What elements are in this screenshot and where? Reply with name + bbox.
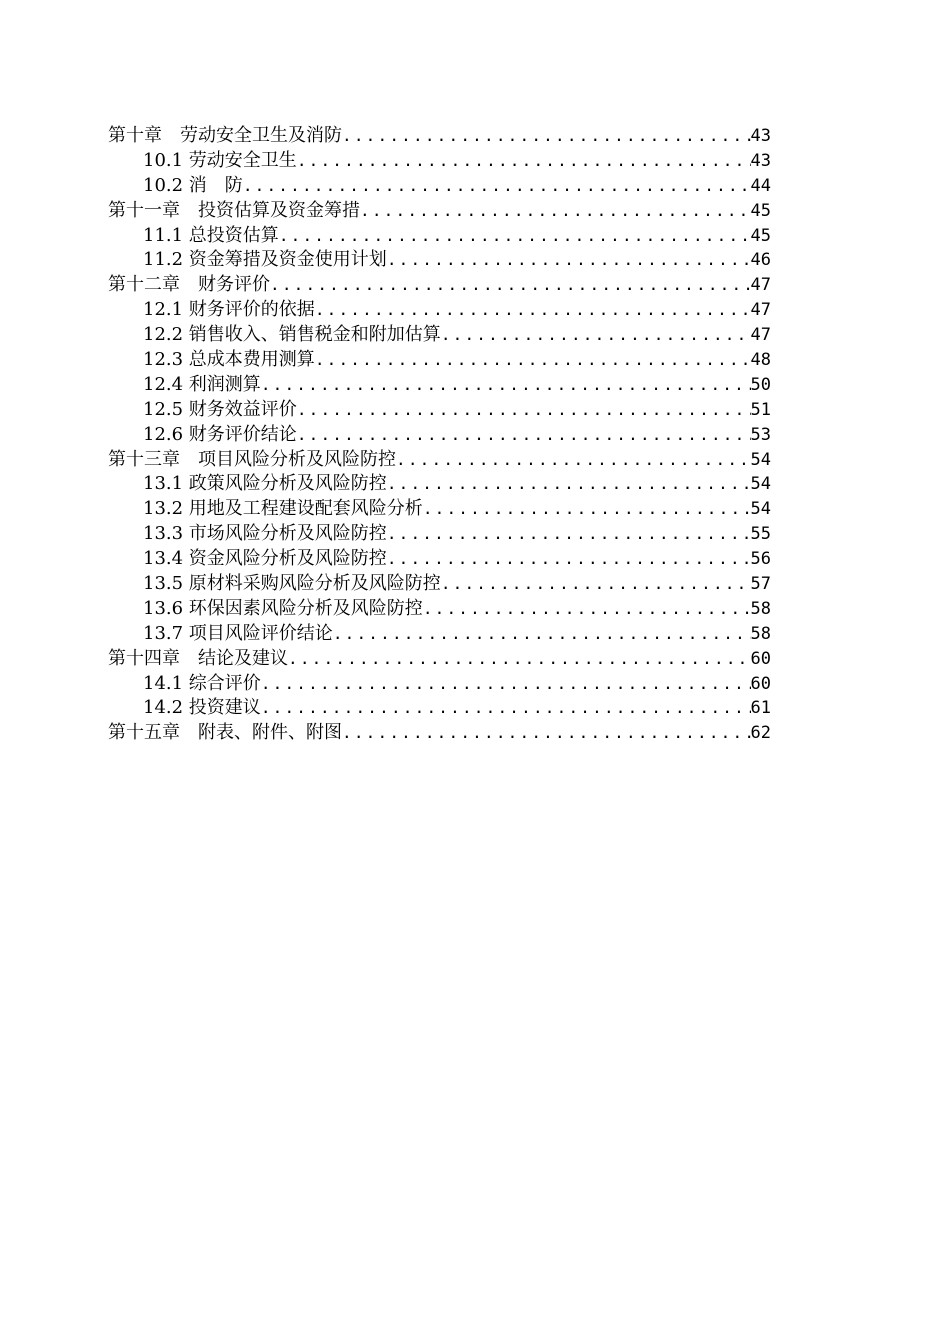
toc-entry-page: 45 xyxy=(750,225,771,246)
toc-entry-title: 14.2 投资建议 xyxy=(143,697,261,719)
toc-entry-title: 13.3 市场风险分析及风险防控 xyxy=(143,523,387,545)
toc-entry-page: 46 xyxy=(750,250,771,271)
toc-entry[interactable] xyxy=(108,647,771,672)
toc-entry[interactable] xyxy=(108,174,771,199)
toc-entry[interactable] xyxy=(108,224,771,249)
toc-entry[interactable] xyxy=(108,572,771,597)
toc-entry[interactable] xyxy=(108,547,771,572)
toc-leader-dots xyxy=(387,472,751,497)
toc-leader-dots xyxy=(342,721,751,746)
toc-entry-page: 47 xyxy=(750,300,771,321)
toc-entry-page: 43 xyxy=(750,150,771,171)
toc-entry-title: 第十一章 投资估算及资金筹措 xyxy=(108,199,360,221)
toc-entry[interactable] xyxy=(108,199,771,224)
toc-leader-dots xyxy=(360,199,751,224)
toc-entry[interactable] xyxy=(108,298,771,323)
toc-entry[interactable] xyxy=(108,472,771,497)
toc-entry-page: 48 xyxy=(750,350,771,371)
toc-entry-title: 13.6 环保因素风险分析及风险防控 xyxy=(143,597,423,619)
toc-entry-page: 57 xyxy=(750,574,771,595)
toc-entry-page: 43 xyxy=(750,126,771,146)
toc-leader-dots xyxy=(423,497,751,522)
toc-entry[interactable] xyxy=(108,522,771,547)
toc-leader-dots xyxy=(243,174,751,199)
toc-entry-title: 10.1 劳动安全卫生 xyxy=(143,149,297,171)
toc-leader-dots xyxy=(261,696,751,721)
toc-entry-page: 61 xyxy=(750,698,771,719)
toc-entry[interactable] xyxy=(108,423,771,448)
toc-entry[interactable] xyxy=(108,696,771,721)
toc-entry-page: 51 xyxy=(750,399,771,420)
toc-leader-dots xyxy=(387,522,751,547)
toc-entry-title: 13.7 项目风险评价结论 xyxy=(143,622,333,644)
toc-leader-dots xyxy=(423,597,751,622)
toc-leader-dots xyxy=(396,448,751,473)
toc-entry-page: 54 xyxy=(750,499,771,520)
toc-entry-page: 54 xyxy=(750,449,771,470)
toc-leader-dots xyxy=(261,672,751,697)
toc-entry-page: 62 xyxy=(750,723,771,744)
table-of-contents xyxy=(108,124,771,746)
toc-leader-dots xyxy=(333,622,751,647)
toc-leader-dots xyxy=(297,423,751,448)
toc-entry-title: 12.1 财务评价的依据 xyxy=(143,299,315,321)
toc-entry[interactable] xyxy=(108,672,771,697)
toc-leader-dots xyxy=(315,298,751,323)
toc-entry-title: 10.2 消 防 xyxy=(143,174,243,196)
toc-leader-dots xyxy=(315,348,751,373)
toc-entry-title: 12.4 利润测算 xyxy=(143,373,261,395)
toc-entry-title: 13.1 政策风险分析及风险防控 xyxy=(143,473,387,495)
toc-entry-title: 第十三章 项目风险分析及风险防控 xyxy=(108,448,396,470)
toc-entry-title: 11.2 资金筹措及资金使用计划 xyxy=(143,249,387,271)
toc-entry[interactable] xyxy=(108,398,771,423)
toc-entry-page: 60 xyxy=(750,648,771,669)
toc-entry-title: 12.6 财务评价结论 xyxy=(143,423,297,445)
toc-leader-dots xyxy=(441,572,751,597)
toc-entry-page: 50 xyxy=(750,374,771,395)
toc-entry-title: 13.5 原材料采购风险分析及风险防控 xyxy=(143,573,441,595)
toc-entry[interactable] xyxy=(108,273,771,298)
toc-leader-dots xyxy=(270,273,751,298)
toc-entry[interactable] xyxy=(108,448,771,473)
toc-leader-dots xyxy=(441,323,751,348)
toc-entry-title: 12.2 销售收入、销售税金和附加估算 xyxy=(143,324,441,346)
toc-entry-page: 55 xyxy=(750,524,771,545)
toc-leader-dots xyxy=(297,149,751,174)
toc-leader-dots xyxy=(387,248,751,273)
toc-entry[interactable] xyxy=(108,597,771,622)
toc-entry[interactable] xyxy=(108,373,771,398)
toc-entry-title: 13.2 用地及工程建设配套风险分析 xyxy=(143,498,423,520)
toc-entry-title: 第十二章 财务评价 xyxy=(108,274,270,296)
toc-entry[interactable] xyxy=(108,149,771,174)
toc-entry[interactable] xyxy=(108,323,771,348)
toc-entry[interactable] xyxy=(108,721,771,746)
toc-leader-dots xyxy=(261,373,751,398)
toc-entry-page: 44 xyxy=(750,175,771,196)
toc-entry-title: 第十五章 附表、附件、附图 xyxy=(108,722,342,744)
toc-entry-page: 60 xyxy=(750,673,771,694)
toc-leader-dots xyxy=(288,647,751,672)
toc-entry-page: 54 xyxy=(750,474,771,495)
toc-entry-title: 14.1 综合评价 xyxy=(143,672,261,694)
toc-entry-title: 第十四章 结论及建议 xyxy=(108,647,288,669)
toc-entry-page: 45 xyxy=(750,200,771,221)
toc-entry-page: 58 xyxy=(750,623,771,644)
toc-entry[interactable] xyxy=(108,348,771,373)
toc-entry-page: 56 xyxy=(750,549,771,570)
toc-entry-title: 第十章 劳动安全卫生及消防 xyxy=(108,125,342,146)
toc-entry-page: 53 xyxy=(750,424,771,445)
toc-entry-title: 13.4 资金风险分析及风险防控 xyxy=(143,548,387,570)
toc-entry[interactable] xyxy=(108,124,771,149)
toc-entry-page: 47 xyxy=(750,275,771,296)
toc-entry-page: 47 xyxy=(750,325,771,346)
toc-entry-title: 11.1 总投资估算 xyxy=(143,224,279,246)
toc-entry[interactable] xyxy=(108,497,771,522)
toc-entry-page: 58 xyxy=(750,598,771,619)
toc-leader-dots xyxy=(387,547,751,572)
toc-entry[interactable] xyxy=(108,622,771,647)
toc-entry-title: 12.3 总成本费用测算 xyxy=(143,349,315,371)
toc-entry-title: 12.5 财务效益评价 xyxy=(143,398,297,420)
toc-leader-dots xyxy=(342,124,751,149)
toc-leader-dots xyxy=(297,398,751,423)
toc-entry[interactable] xyxy=(108,248,771,273)
toc-leader-dots xyxy=(279,224,751,249)
